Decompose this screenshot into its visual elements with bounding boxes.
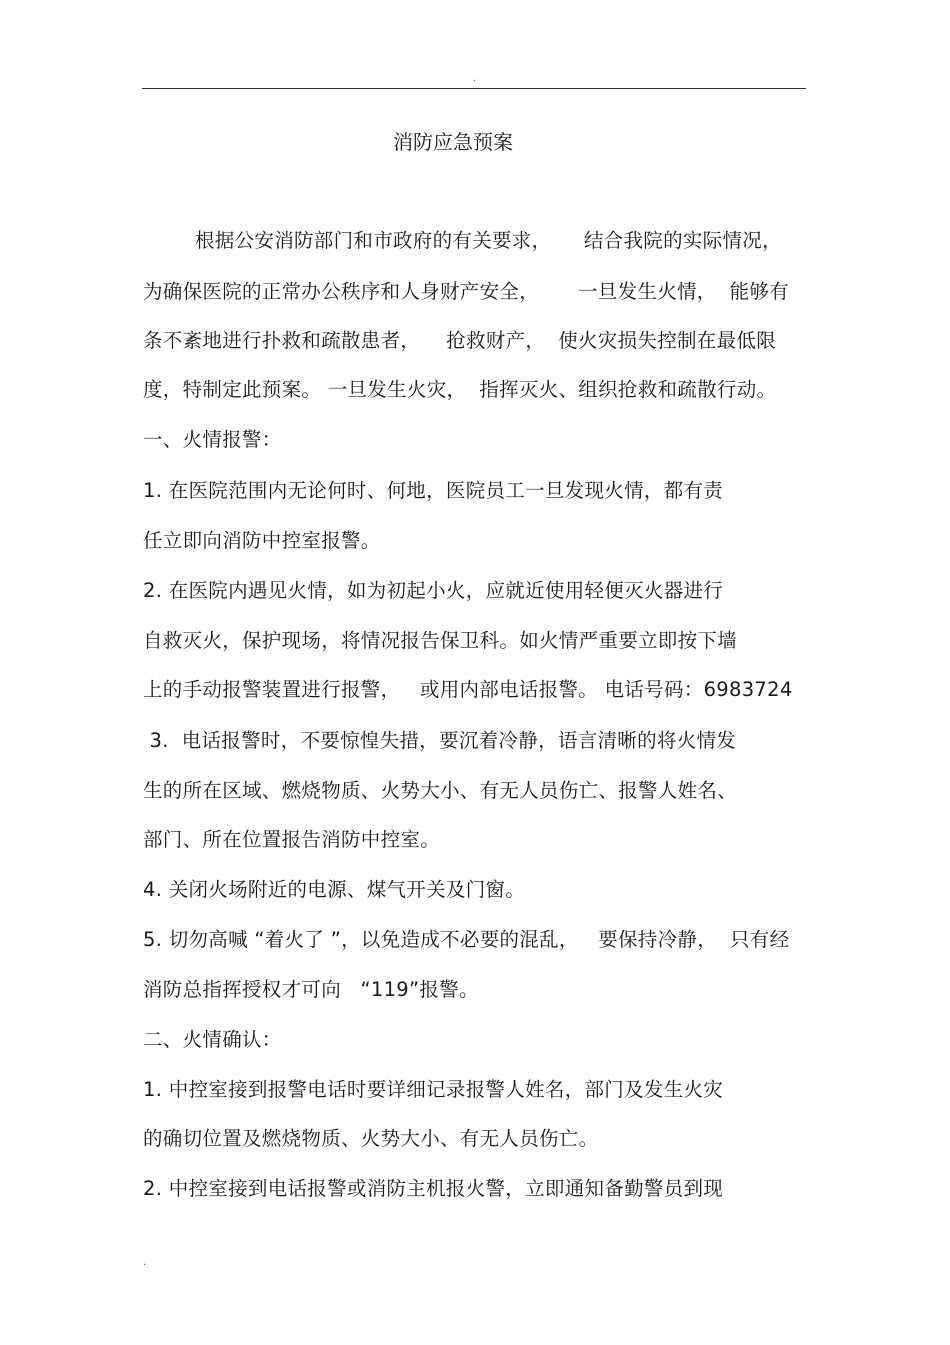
section-heading: 一、火情报警： — [143, 428, 282, 451]
body-line: 度，特制定此预案。 一旦发生火灾， 指挥灭火、组织抢救和疏散行动。 — [143, 378, 777, 401]
body-line: 任立即向消防中控室报警。 — [143, 529, 381, 552]
body-line: 消防总指挥授权才可向 “119”报警。 — [143, 978, 479, 1001]
body-line: 条不紊地进行扑救和疏散患者， 抢救财产， 使火灾损失控制在最低限 — [143, 329, 776, 352]
body-line: 根据公安消防部门和市政府的有关要求， 结合我院的实际情况， — [143, 229, 782, 252]
header-dot: . — [473, 73, 477, 84]
body-line: 1. 在医院范围内无论何时、何地，医院员工一旦发现火情，都有责 — [143, 479, 724, 502]
body-line: 上的手动报警装置进行报警， 或用内部电话报警。 电话号码：6983724 — [143, 678, 793, 701]
section-heading: 二、火情确认： — [143, 1028, 282, 1051]
body-line: 部门、所在位置报告消防中控室。 — [143, 828, 441, 851]
body-line: 的确切位置及燃烧物质、火势大小、有无人员伤亡。 — [143, 1127, 599, 1150]
body-line: 1. 中控室接到报警电话时要详细记录报警人姓名，部门及发生火灾 — [143, 1078, 724, 1101]
body-line: 2. 在医院内遇见火情，如为初起小火，应就近使用轻便灭火器进行 — [143, 579, 724, 602]
body-line: 5. 切勿高喊 “着火了 ”，以免造成不必要的混乱， 要保持冷静， 只有经 — [143, 928, 790, 951]
header-rule — [142, 88, 806, 89]
footer-dot: . — [143, 1257, 147, 1268]
body-line: 为确保医院的正常办公秩序和人身财产安全， 一旦发生火情， 能够有 — [143, 280, 789, 303]
document-title: 消防应急预案 — [393, 130, 513, 154]
body-line: 4. 关闭火场附近的电源、煤气开关及门窗。 — [143, 878, 526, 901]
body-line: 2. 中控室接到电话报警或消防主机报火警，立即通知备勤警员到现 — [143, 1177, 724, 1200]
body-line: 自救灭火，保护现场，将情况报告保卫科。如火情严重要立即按下墙 — [143, 629, 738, 652]
body-line: 3. 电话报警时，不要惊惶失措，要沉着冷静，语言清晰的将火情发 — [143, 729, 737, 752]
body-line: 生的所在区域、燃烧物质、火势大小、有无人员伤亡、报警人姓名、 — [143, 779, 738, 802]
